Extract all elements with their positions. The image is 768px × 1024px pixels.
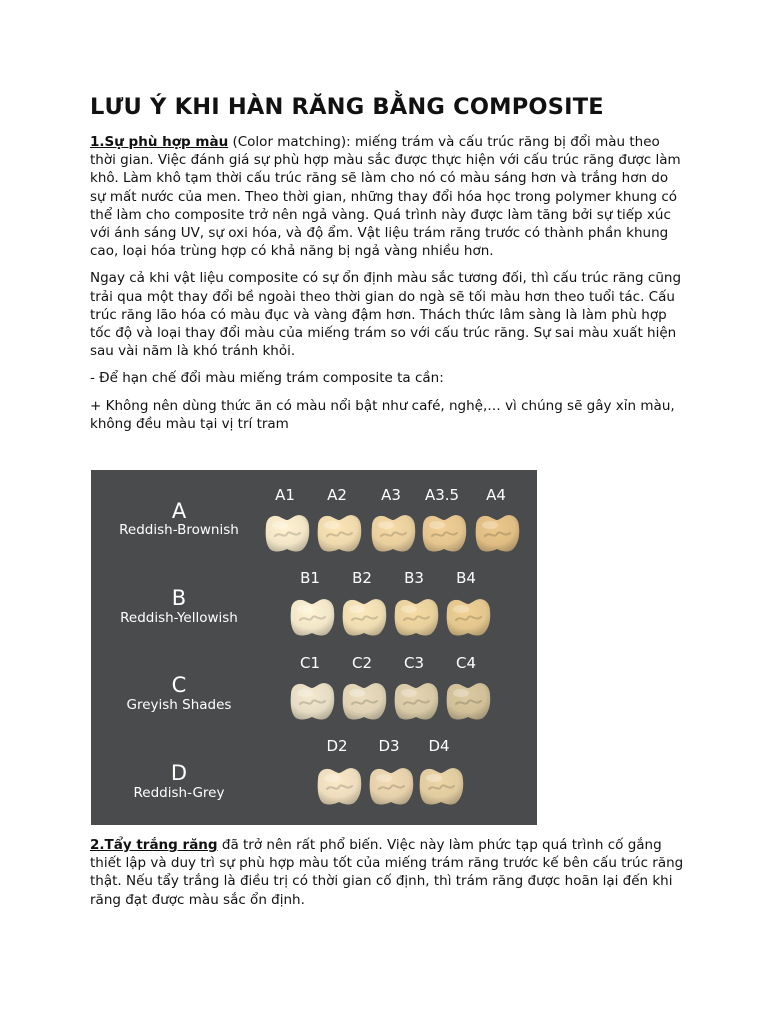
- tooth-highlight: [401, 605, 417, 613]
- tooth-highlight: [378, 521, 394, 529]
- shade-code-a1: A1: [275, 486, 295, 504]
- tooth-highlight: [349, 689, 365, 697]
- family-name-a: Reddish-Brownish: [119, 522, 239, 538]
- tooth-highlight: [426, 774, 442, 782]
- family-letter-b: B: [171, 586, 187, 610]
- tooth-swatch-c1: [287, 680, 337, 722]
- tooth-swatch-d4: [416, 765, 466, 807]
- tooth-highlight: [324, 521, 340, 529]
- tooth-swatch-d2: [314, 765, 364, 807]
- page-title: LƯU Ý KHI HÀN RĂNG BẰNG COMPOSITE: [90, 94, 604, 120]
- tooth-swatch-b2: [339, 596, 389, 638]
- tooth-swatch-c3: [391, 680, 441, 722]
- tooth-swatch-b3: [391, 596, 441, 638]
- section-2-heading: 2.Tẩy trắng răng: [90, 837, 218, 853]
- tooth-swatch-b1: [287, 596, 337, 638]
- tooth-highlight: [482, 521, 498, 529]
- section-1-paragraph: [90, 133, 685, 260]
- tooth-highlight: [429, 521, 445, 529]
- family-name-d: Reddish-Grey: [133, 785, 225, 801]
- tooth-swatch-a3-5: [419, 512, 469, 554]
- shade-code-c1: C1: [299, 654, 321, 672]
- tooth-swatch-a4: [472, 512, 522, 554]
- shade-code-d3: D3: [378, 737, 400, 755]
- family-letter-d: D: [170, 761, 188, 785]
- shade-code-a4: A4: [486, 486, 506, 504]
- shade-code-c4: C4: [455, 654, 477, 672]
- tooth-highlight: [324, 774, 340, 782]
- shade-code-a2: A2: [327, 486, 347, 504]
- shade-code-b1: B1: [300, 569, 320, 587]
- tooth-swatch-c4: [443, 680, 493, 722]
- shade-code-a3-5: A3.5: [424, 486, 460, 504]
- paragraph-4: + Không nên dùng thức ăn có màu nổi bật như café, nghệ,… vì chúng sẽ gây xỉn màu, không đều màu tại vị trí tram: [90, 397, 675, 432]
- tooth-highlight: [401, 689, 417, 697]
- tooth-swatch-a3: [368, 512, 418, 554]
- tooth-highlight: [453, 689, 469, 697]
- tooth-swatch-d3: [366, 765, 416, 807]
- family-name-b: Reddish-Yellowish: [120, 610, 238, 626]
- tooth-swatch-b4: [443, 596, 493, 638]
- paragraph-3: - Để hạn chế đổi màu miếng trám composite ta cần:: [90, 370, 444, 387]
- family-letter-a: A: [171, 499, 187, 523]
- shade-code-a3: A3: [381, 486, 401, 504]
- tooth-highlight: [297, 605, 313, 613]
- shade-code-b3: B3: [404, 569, 424, 587]
- shade-code-c3: C3: [403, 654, 425, 672]
- document-body: [90, 92, 685, 433]
- tooth-highlight: [272, 521, 288, 529]
- shade-code-d2: D2: [326, 737, 348, 755]
- shade-code-c2: C2: [351, 654, 373, 672]
- section-1-heading: 1.Sự phù hợp màu: [90, 134, 229, 150]
- tooth-highlight: [349, 605, 365, 613]
- tooth-highlight: [376, 774, 392, 782]
- section-2-paragraph: [90, 836, 685, 909]
- shade-code-b4: B4: [456, 569, 476, 587]
- shade-code-d4: D4: [428, 737, 450, 755]
- family-letter-c: C: [171, 673, 187, 697]
- section-1-text: (Color matching): miếng trám và cấu trúc răng bị đổi màu theo thời gian. Việc đánh giá sự phù hợp màu sắc được thực hiện với cấu trúc răng được làm khô. Làm khô tạm thời cấu trúc răng sẽ làm cho nó có màu sáng hơn và trắng hơn do sự mất nước của men. Theo thời gian, những thay đổi hóa học trong polymer khung có thể làm cho composite trở nên ngả vàng. Quá trình này được làm tăng bởi sự tiếp xúc với ánh sáng UV, sự oxi hóa, và độ ẩm. Vật liệu trám răng trước có thành phần khung cao, loại hóa trùng hợp có khả năng bị ngả vàng nhiều hơn.: [90, 134, 681, 260]
- tooth-highlight: [297, 689, 313, 697]
- tooth-swatch-a1: [262, 512, 312, 554]
- tooth-highlight: [453, 605, 469, 613]
- section-2-text: đã trở nên rất phổ biến. Việc này làm phức tạp quá trình cố gắng thiết lập và duy trì sự phù hợp màu tốt của miếng trám răng trước kế bên cấu trúc răng thật. Nếu tẩy trắng là điều trị có thời gian cố định, thì trám răng được hoãn lại đến khi răng đạt được màu sắc ổn định.: [90, 837, 684, 908]
- shade-code-b2: B2: [352, 569, 372, 587]
- family-name-c: Greyish Shades: [126, 697, 232, 713]
- paragraph-2: Ngay cả khi vật liệu composite có sự ổn định màu sắc tương đối, thì cấu trúc răng cũng trải qua một thay đổi bề ngoài theo thời gian do ngà sẽ tối màu hơn theo tuổi tác. Cấu trúc răng lão hóa có màu đục và vàng đậm hơn. Thách thức lâm sàng là làm phù hợp tốc độ và loại thay đổi màu của miếng trám so với cấu trúc răng. Sự sai màu xuất hiện sau vài năm là khó tránh khỏi.: [90, 270, 682, 360]
- shade-guide-figure: [91, 470, 537, 825]
- tooth-swatch-c2: [339, 680, 389, 722]
- tooth-swatch-a2: [314, 512, 364, 554]
